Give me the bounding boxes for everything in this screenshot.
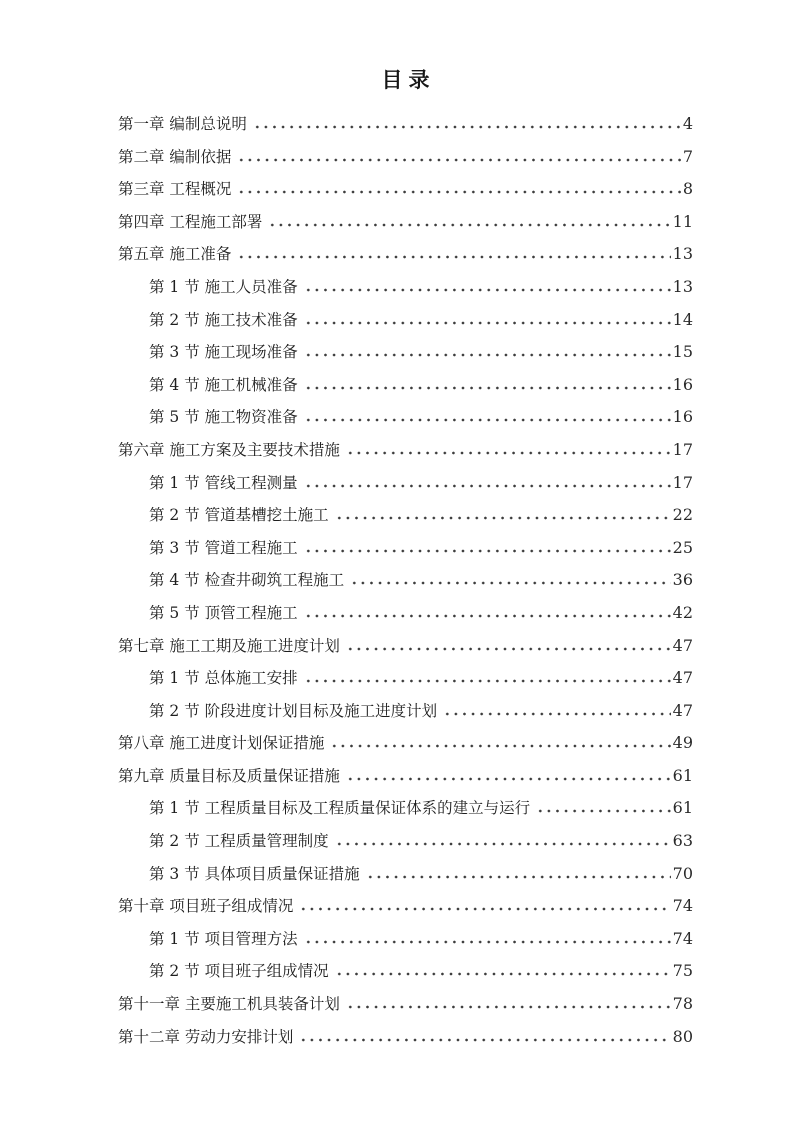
toc-entry-label: 第 3 节 施工现场准备 [149, 343, 298, 362]
toc-dot-leader [304, 484, 671, 488]
toc-entry-label: 第 2 节 阶段进度计划目标及施工进度计划 [149, 701, 438, 720]
toc-dot-leader [304, 288, 671, 292]
toc-dot-leader [536, 809, 670, 813]
toc-entry [118, 564, 693, 597]
toc-dot-leader [237, 190, 680, 194]
toc-entry-page: 63 [672, 831, 693, 851]
toc-entry [118, 890, 693, 923]
toc-dot-leader [335, 972, 671, 976]
toc-dot-leader [304, 549, 671, 553]
toc-entry [118, 238, 693, 271]
toc-entry-label: 第 4 节 施工机械准备 [149, 375, 298, 394]
toc-entry [118, 499, 693, 532]
toc-entry [118, 792, 693, 825]
toc-dot-leader [299, 1038, 670, 1042]
toc-entry-page: 13 [672, 244, 693, 264]
toc-entry [118, 597, 693, 630]
toc-entry-label: 第十二章 劳动力安排计划 [118, 1027, 294, 1046]
toc-dot-leader [304, 321, 671, 325]
toc-entry-page: 16 [672, 374, 693, 394]
toc-entry-page: 8 [682, 179, 693, 199]
toc-dot-leader [350, 581, 670, 585]
toc-entry-label: 第四章 工程施工部署 [118, 212, 263, 231]
toc-entry-page: 75 [672, 961, 693, 981]
toc-entry-label: 第八章 施工进度计划保证措施 [118, 734, 325, 753]
page-title: 目录 [381, 67, 436, 92]
toc-dot-leader [443, 712, 670, 716]
toc-entry-page: 47 [672, 700, 693, 720]
toc-entry-label: 第 1 节 管线工程测量 [149, 473, 298, 492]
toc-entry-label: 第五章 施工准备 [118, 245, 232, 264]
toc-entry-page: 61 [672, 798, 693, 818]
toc-entry-label: 第七章 施工工期及施工进度计划 [118, 636, 340, 655]
toc-dot-leader [304, 614, 671, 618]
toc-entry-page: 74 [672, 896, 693, 916]
toc-entry-page: 7 [682, 146, 693, 166]
toc-entry-page: 47 [672, 635, 693, 655]
toc-entry [118, 401, 693, 434]
toc-dot-leader [304, 386, 671, 390]
toc-entry-label: 第九章 质量目标及质量保证措施 [118, 766, 340, 785]
toc-entry-page: 70 [672, 863, 693, 883]
toc-entry [118, 825, 693, 858]
toc-entry-page: 36 [672, 570, 693, 590]
toc-dot-leader [335, 516, 671, 520]
toc-entry [118, 336, 693, 369]
toc-entry-label: 第二章 编制依据 [118, 147, 232, 166]
toc-entry-page: 4 [682, 114, 693, 133]
toc-entry-label: 第 3 节 管道工程施工 [149, 538, 298, 557]
toc-dot-leader [346, 647, 671, 651]
toc-dot-leader [237, 158, 680, 162]
toc-dot-leader [330, 744, 670, 748]
toc-entry-page: 15 [672, 342, 693, 362]
toc-entry-page: 61 [672, 765, 693, 785]
toc-entry-page: 42 [672, 602, 693, 622]
toc-dot-leader [346, 1005, 671, 1009]
toc-entry-page: 11 [672, 211, 693, 231]
toc-dot-leader [237, 255, 670, 259]
toc-dot-leader [304, 940, 671, 944]
toc-entry-page: 16 [672, 407, 693, 427]
toc-entry-label: 第 1 节 项目管理方法 [149, 929, 298, 948]
toc-entry-label: 第 5 节 施工物资准备 [149, 408, 298, 427]
toc-entry-label: 第 1 节 施工人员准备 [149, 277, 298, 296]
toc-dot-leader [346, 777, 671, 781]
toc-entry [118, 630, 693, 663]
toc-entry-page: 22 [672, 505, 693, 525]
toc-dot-leader [366, 875, 671, 879]
toc-entry [118, 206, 693, 239]
toc-list [118, 108, 693, 1053]
toc-entry [118, 727, 693, 760]
toc-entry-label: 第 4 节 检查井砌筑工程施工 [149, 571, 345, 590]
toc-entry [118, 108, 693, 141]
toc-entry-page: 49 [672, 733, 693, 753]
toc-entry-label: 第 2 节 工程质量管理制度 [149, 832, 329, 851]
toc-entry [118, 467, 693, 500]
toc-entry [118, 988, 693, 1021]
toc-entry-label: 第 1 节 总体施工安排 [149, 669, 298, 688]
toc-entry [118, 173, 693, 206]
toc-entry-page: 80 [672, 1026, 693, 1046]
toc-dot-leader [346, 451, 671, 455]
toc-entry [118, 923, 693, 956]
toc-entry-page: 47 [672, 668, 693, 688]
toc-dot-leader [304, 418, 671, 422]
toc-entry [118, 304, 693, 337]
toc-entry-page: 78 [672, 994, 693, 1014]
toc-entry [118, 532, 693, 565]
toc-entry-label: 第三章 工程概况 [118, 180, 232, 199]
toc-dot-leader [268, 223, 670, 227]
toc-entry-label: 第十一章 主要施工机具装备计划 [118, 995, 340, 1014]
toc-entry-page: 17 [672, 439, 693, 459]
toc-entry-page: 25 [672, 537, 693, 557]
toc-entry [118, 141, 693, 174]
toc-entry-label: 第 2 节 施工技术准备 [149, 310, 298, 329]
toc-entry-label: 第 3 节 具体项目质量保证措施 [149, 864, 360, 883]
toc-entry [118, 271, 693, 304]
toc-entry [118, 369, 693, 402]
toc-entry-label: 第 1 节 工程质量目标及工程质量保证体系的建立与运行 [149, 799, 531, 818]
toc-dot-leader [335, 842, 671, 846]
toc-entry [118, 695, 693, 728]
toc-entry-label: 第 2 节 管道基槽挖土施工 [149, 506, 329, 525]
toc-entry [118, 955, 693, 988]
toc-entry-page: 74 [672, 928, 693, 948]
toc-entry-page: 14 [672, 309, 693, 329]
toc-entry [118, 662, 693, 695]
toc-dot-leader [299, 907, 670, 911]
toc-entry [118, 760, 693, 793]
toc-entry-label: 第十章 项目班子组成情况 [118, 897, 294, 916]
toc-entry-label: 第一章 编制总说明 [118, 115, 247, 133]
toc-entry-page: 13 [672, 276, 693, 296]
toc-dot-leader [253, 125, 681, 129]
toc-entry-label: 第 5 节 顶管工程施工 [149, 603, 298, 622]
toc-entry-page: 17 [672, 472, 693, 492]
toc-dot-leader [304, 679, 671, 683]
toc-entry [118, 434, 693, 467]
toc-dot-leader [304, 353, 671, 357]
toc-entry-label: 第 2 节 项目班子组成情况 [149, 962, 329, 981]
toc-entry [118, 858, 693, 891]
toc-entry-label: 第六章 施工方案及主要技术措施 [118, 440, 340, 459]
toc-entry [118, 1021, 693, 1054]
